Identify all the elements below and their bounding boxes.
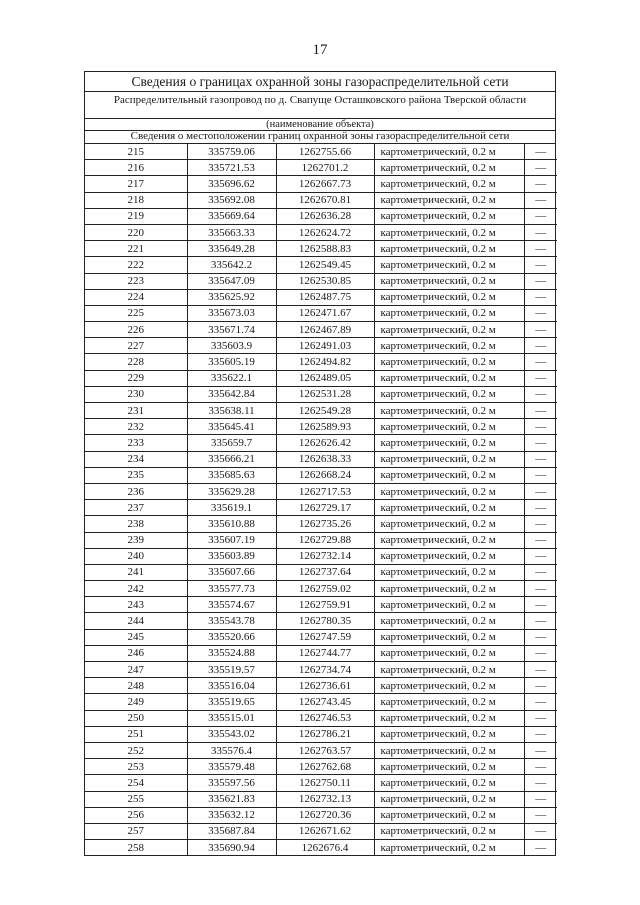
determination-method: картометрический, 0.2 м <box>374 176 524 192</box>
boundary-table <box>84 71 556 856</box>
note-dash: — <box>524 500 557 516</box>
table-row <box>85 678 557 694</box>
determination-method: картометрический, 0.2 м <box>374 613 524 629</box>
table-row <box>85 273 557 289</box>
determination-method: картометрический, 0.2 м <box>374 419 524 435</box>
note-dash: — <box>524 467 557 483</box>
point-number: 220 <box>85 224 187 240</box>
determination-method: картометрический, 0.2 м <box>374 386 524 402</box>
coordinate-y: 1262759.91 <box>276 597 374 613</box>
note-dash: — <box>524 678 557 694</box>
note-dash: — <box>524 435 557 451</box>
point-number: 247 <box>85 662 187 678</box>
coordinate-y: 1262734.74 <box>276 662 374 678</box>
coordinate-x: 335621.83 <box>187 791 276 807</box>
determination-method: картометрический, 0.2 м <box>374 289 524 305</box>
determination-method: картометрический, 0.2 м <box>374 516 524 532</box>
point-number: 217 <box>85 176 187 192</box>
coordinate-y: 1262670.81 <box>276 192 374 208</box>
table-row <box>85 516 557 532</box>
point-number: 244 <box>85 613 187 629</box>
coordinate-y: 1262668.24 <box>276 467 374 483</box>
table-row <box>85 597 557 613</box>
coordinate-y: 1262531.28 <box>276 386 374 402</box>
table-row <box>85 160 557 176</box>
note-dash: — <box>524 807 557 823</box>
table-row <box>85 532 557 548</box>
coordinate-y: 1262467.89 <box>276 322 374 338</box>
determination-method: картометрический, 0.2 м <box>374 144 524 160</box>
note-dash: — <box>524 160 557 176</box>
coordinate-y: 1262780.35 <box>276 613 374 629</box>
coordinate-y: 1262671.62 <box>276 823 374 839</box>
point-number: 250 <box>85 710 187 726</box>
point-number: 234 <box>85 451 187 467</box>
point-number: 224 <box>85 289 187 305</box>
coordinate-y: 1262489.05 <box>276 370 374 386</box>
determination-method: картометрический, 0.2 м <box>374 759 524 775</box>
point-number: 254 <box>85 775 187 791</box>
determination-method: картометрический, 0.2 м <box>374 694 524 710</box>
coordinate-x: 335690.94 <box>187 840 276 856</box>
coordinates-table-body <box>85 144 557 855</box>
determination-method: картометрический, 0.2 м <box>374 257 524 273</box>
point-number: 216 <box>85 160 187 176</box>
table-row <box>85 807 557 823</box>
coordinate-x: 335663.33 <box>187 224 276 240</box>
table-row <box>85 791 557 807</box>
point-number: 239 <box>85 532 187 548</box>
table-row <box>85 192 557 208</box>
table-row <box>85 338 557 354</box>
table-row <box>85 840 557 856</box>
coordinate-x: 335543.02 <box>187 726 276 742</box>
point-number: 240 <box>85 548 187 564</box>
coordinate-y: 1262786.21 <box>276 726 374 742</box>
point-number: 221 <box>85 241 187 257</box>
note-dash: — <box>524 694 557 710</box>
coordinate-x: 335642.2 <box>187 257 276 273</box>
coordinate-y: 1262759.02 <box>276 581 374 597</box>
table-row <box>85 613 557 629</box>
section-title: Сведения о местоположении границ охранной зоны газораспределительной сети <box>85 131 555 144</box>
note-dash: — <box>524 726 557 742</box>
point-number: 255 <box>85 791 187 807</box>
determination-method: картометрический, 0.2 м <box>374 273 524 289</box>
coordinate-y: 1262494.82 <box>276 354 374 370</box>
determination-method: картометрический, 0.2 м <box>374 451 524 467</box>
determination-method: картометрический, 0.2 м <box>374 354 524 370</box>
coordinate-y: 1262747.59 <box>276 629 374 645</box>
coordinate-x: 335576.4 <box>187 742 276 758</box>
coordinate-x: 335597.56 <box>187 775 276 791</box>
point-number: 237 <box>85 500 187 516</box>
coordinate-y: 1262732.14 <box>276 548 374 564</box>
note-dash: — <box>524 176 557 192</box>
point-number: 231 <box>85 403 187 419</box>
table-row <box>85 726 557 742</box>
table-row <box>85 435 557 451</box>
note-dash: — <box>524 273 557 289</box>
point-number: 238 <box>85 516 187 532</box>
coordinate-y: 1262667.73 <box>276 176 374 192</box>
table-row <box>85 581 557 597</box>
coordinate-x: 335666.21 <box>187 451 276 467</box>
coordinate-x: 335687.84 <box>187 823 276 839</box>
coordinate-x: 335647.09 <box>187 273 276 289</box>
coordinates-table <box>85 144 557 855</box>
coordinate-x: 335622.1 <box>187 370 276 386</box>
object-name: Распределительный газопровод по д. Свапуще Осташковского района Тверской области <box>113 94 527 106</box>
coordinate-x: 335671.74 <box>187 322 276 338</box>
table-row <box>85 403 557 419</box>
coordinate-y: 1262588.83 <box>276 241 374 257</box>
coordinate-x: 335603.9 <box>187 338 276 354</box>
determination-method: картометрический, 0.2 м <box>374 726 524 742</box>
point-number: 253 <box>85 759 187 775</box>
table-row <box>85 483 557 499</box>
note-dash: — <box>524 419 557 435</box>
object-name-underline <box>85 111 555 119</box>
coordinate-y: 1262638.33 <box>276 451 374 467</box>
determination-method: картометрический, 0.2 м <box>374 629 524 645</box>
coordinate-x: 335524.88 <box>187 645 276 661</box>
coordinate-x: 335649.28 <box>187 241 276 257</box>
table-row <box>85 305 557 321</box>
point-number: 218 <box>85 192 187 208</box>
determination-method: картометрический, 0.2 м <box>374 678 524 694</box>
table-row <box>85 467 557 483</box>
point-number: 227 <box>85 338 187 354</box>
determination-method: картометрический, 0.2 м <box>374 645 524 661</box>
point-number: 256 <box>85 807 187 823</box>
coordinate-y: 1262743.45 <box>276 694 374 710</box>
note-dash: — <box>524 823 557 839</box>
coordinate-x: 335579.48 <box>187 759 276 775</box>
table-row <box>85 629 557 645</box>
coordinate-y: 1262471.67 <box>276 305 374 321</box>
object-name-caption: (наименование объекта) <box>85 119 555 131</box>
point-number: 232 <box>85 419 187 435</box>
determination-method: картометрический, 0.2 м <box>374 500 524 516</box>
note-dash: — <box>524 451 557 467</box>
coordinate-x: 335685.63 <box>187 467 276 483</box>
determination-method: картометрический, 0.2 м <box>374 322 524 338</box>
coordinate-x: 335516.04 <box>187 678 276 694</box>
point-number: 235 <box>85 467 187 483</box>
determination-method: картометрический, 0.2 м <box>374 483 524 499</box>
coordinate-y: 1262762.68 <box>276 759 374 775</box>
point-number: 252 <box>85 742 187 758</box>
table-row <box>85 823 557 839</box>
determination-method: картометрический, 0.2 м <box>374 791 524 807</box>
table-row <box>85 289 557 305</box>
coordinate-y: 1262750.11 <box>276 775 374 791</box>
note-dash: — <box>524 629 557 645</box>
coordinate-y: 1262717.53 <box>276 483 374 499</box>
determination-method: картометрический, 0.2 м <box>374 710 524 726</box>
coordinate-y: 1262744.77 <box>276 645 374 661</box>
note-dash: — <box>524 338 557 354</box>
note-dash: — <box>524 564 557 580</box>
coordinate-x: 335721.53 <box>187 160 276 176</box>
note-dash: — <box>524 791 557 807</box>
table-row <box>85 241 557 257</box>
note-dash: — <box>524 354 557 370</box>
coordinate-y: 1262589.93 <box>276 419 374 435</box>
determination-method: картометрический, 0.2 м <box>374 742 524 758</box>
determination-method: картометрический, 0.2 м <box>374 807 524 823</box>
note-dash: — <box>524 597 557 613</box>
coordinate-y: 1262530.85 <box>276 273 374 289</box>
table-title: Сведения о границах охранной зоны газораспределительной сети <box>85 72 555 92</box>
point-number: 258 <box>85 840 187 856</box>
coordinate-y: 1262763.57 <box>276 742 374 758</box>
note-dash: — <box>524 241 557 257</box>
table-row <box>85 775 557 791</box>
note-dash: — <box>524 516 557 532</box>
note-dash: — <box>524 548 557 564</box>
table-row <box>85 208 557 224</box>
determination-method: картометрический, 0.2 м <box>374 564 524 580</box>
determination-method: картометрический, 0.2 м <box>374 370 524 386</box>
point-number: 257 <box>85 823 187 839</box>
note-dash: — <box>524 710 557 726</box>
note-dash: — <box>524 532 557 548</box>
table-row <box>85 354 557 370</box>
note-dash: — <box>524 257 557 273</box>
point-number: 242 <box>85 581 187 597</box>
table-row <box>85 419 557 435</box>
note-dash: — <box>524 208 557 224</box>
coordinate-y: 1262624.72 <box>276 224 374 240</box>
table-row <box>85 386 557 402</box>
note-dash: — <box>524 224 557 240</box>
coordinate-y: 1262755.66 <box>276 144 374 160</box>
coordinate-x: 335519.65 <box>187 694 276 710</box>
determination-method: картометрический, 0.2 м <box>374 823 524 839</box>
point-number: 251 <box>85 726 187 742</box>
table-row <box>85 548 557 564</box>
coordinate-y: 1262737.64 <box>276 564 374 580</box>
determination-method: картометрический, 0.2 м <box>374 241 524 257</box>
coordinate-x: 335642.84 <box>187 386 276 402</box>
table-row <box>85 710 557 726</box>
note-dash: — <box>524 645 557 661</box>
coordinate-x: 335605.19 <box>187 354 276 370</box>
point-number: 226 <box>85 322 187 338</box>
table-row <box>85 500 557 516</box>
point-number: 241 <box>85 564 187 580</box>
note-dash: — <box>524 759 557 775</box>
coordinate-x: 335543.78 <box>187 613 276 629</box>
coordinate-x: 335669.64 <box>187 208 276 224</box>
note-dash: — <box>524 742 557 758</box>
determination-method: картометрический, 0.2 м <box>374 548 524 564</box>
coordinate-x: 335619.1 <box>187 500 276 516</box>
note-dash: — <box>524 483 557 499</box>
determination-method: картометрический, 0.2 м <box>374 532 524 548</box>
coordinate-y: 1262729.17 <box>276 500 374 516</box>
determination-method: картометрический, 0.2 м <box>374 338 524 354</box>
note-dash: — <box>524 662 557 678</box>
determination-method: картометрический, 0.2 м <box>374 192 524 208</box>
coordinate-x: 335632.12 <box>187 807 276 823</box>
determination-method: картометрический, 0.2 м <box>374 435 524 451</box>
point-number: 249 <box>85 694 187 710</box>
table-row <box>85 370 557 386</box>
note-dash: — <box>524 840 557 856</box>
coordinate-y: 1262491.03 <box>276 338 374 354</box>
determination-method: картометрический, 0.2 м <box>374 467 524 483</box>
coordinate-y: 1262735.26 <box>276 516 374 532</box>
point-number: 223 <box>85 273 187 289</box>
coordinate-y: 1262487.75 <box>276 289 374 305</box>
note-dash: — <box>524 322 557 338</box>
table-row <box>85 742 557 758</box>
coordinate-y: 1262746.53 <box>276 710 374 726</box>
point-number: 248 <box>85 678 187 694</box>
coordinate-y: 1262626.42 <box>276 435 374 451</box>
coordinate-y: 1262732.13 <box>276 791 374 807</box>
page-number: 17 <box>312 42 328 58</box>
note-dash: — <box>524 581 557 597</box>
table-row <box>85 694 557 710</box>
point-number: 229 <box>85 370 187 386</box>
note-dash: — <box>524 192 557 208</box>
coordinate-x: 335607.19 <box>187 532 276 548</box>
coordinate-x: 335645.41 <box>187 419 276 435</box>
determination-method: картометрический, 0.2 м <box>374 775 524 791</box>
note-dash: — <box>524 403 557 419</box>
coordinate-x: 335610.88 <box>187 516 276 532</box>
determination-method: картометрический, 0.2 м <box>374 160 524 176</box>
coordinate-x: 335625.92 <box>187 289 276 305</box>
determination-method: картометрический, 0.2 м <box>374 305 524 321</box>
determination-method: картометрический, 0.2 м <box>374 208 524 224</box>
coordinate-x: 335629.28 <box>187 483 276 499</box>
note-dash: — <box>524 386 557 402</box>
point-number: 233 <box>85 435 187 451</box>
point-number: 236 <box>85 483 187 499</box>
table-row <box>85 451 557 467</box>
table-row <box>85 322 557 338</box>
table-row <box>85 662 557 678</box>
coordinate-y: 1262549.45 <box>276 257 374 273</box>
coordinate-y: 1262736.61 <box>276 678 374 694</box>
table-row <box>85 564 557 580</box>
table-row <box>85 759 557 775</box>
determination-method: картометрический, 0.2 м <box>374 403 524 419</box>
coordinate-x: 335638.11 <box>187 403 276 419</box>
point-number: 219 <box>85 208 187 224</box>
point-number: 222 <box>85 257 187 273</box>
note-dash: — <box>524 370 557 386</box>
note-dash: — <box>524 613 557 629</box>
coordinate-y: 1262701.2 <box>276 160 374 176</box>
coordinate-y: 1262636.28 <box>276 208 374 224</box>
note-dash: — <box>524 289 557 305</box>
coordinate-x: 335515.01 <box>187 710 276 726</box>
table-row <box>85 144 557 160</box>
coordinate-y: 1262676.4 <box>276 840 374 856</box>
coordinate-x: 335577.73 <box>187 581 276 597</box>
coordinate-x: 335574.67 <box>187 597 276 613</box>
note-dash: — <box>524 305 557 321</box>
coordinate-x: 335603.89 <box>187 548 276 564</box>
note-dash: — <box>524 775 557 791</box>
coordinate-x: 335759.06 <box>187 144 276 160</box>
point-number: 225 <box>85 305 187 321</box>
determination-method: картометрический, 0.2 м <box>374 840 524 856</box>
table-row <box>85 257 557 273</box>
point-number: 246 <box>85 645 187 661</box>
point-number: 228 <box>85 354 187 370</box>
coordinate-x: 335696.62 <box>187 176 276 192</box>
determination-method: картометрический, 0.2 м <box>374 581 524 597</box>
coordinate-y: 1262729.88 <box>276 532 374 548</box>
coordinate-y: 1262720.36 <box>276 807 374 823</box>
determination-method: картометрический, 0.2 м <box>374 224 524 240</box>
note-dash: — <box>524 144 557 160</box>
coordinate-x: 335520.66 <box>187 629 276 645</box>
determination-method: картометрический, 0.2 м <box>374 662 524 678</box>
determination-method: картометрический, 0.2 м <box>374 597 524 613</box>
point-number: 230 <box>85 386 187 402</box>
point-number: 243 <box>85 597 187 613</box>
table-row <box>85 645 557 661</box>
table-row <box>85 224 557 240</box>
point-number: 245 <box>85 629 187 645</box>
coordinate-x: 335673.03 <box>187 305 276 321</box>
coordinate-x: 335607.66 <box>187 564 276 580</box>
coordinate-x: 335659.7 <box>187 435 276 451</box>
coordinate-y: 1262549.28 <box>276 403 374 419</box>
coordinate-x: 335692.08 <box>187 192 276 208</box>
table-row <box>85 176 557 192</box>
point-number: 215 <box>85 144 187 160</box>
coordinate-x: 335519.57 <box>187 662 276 678</box>
